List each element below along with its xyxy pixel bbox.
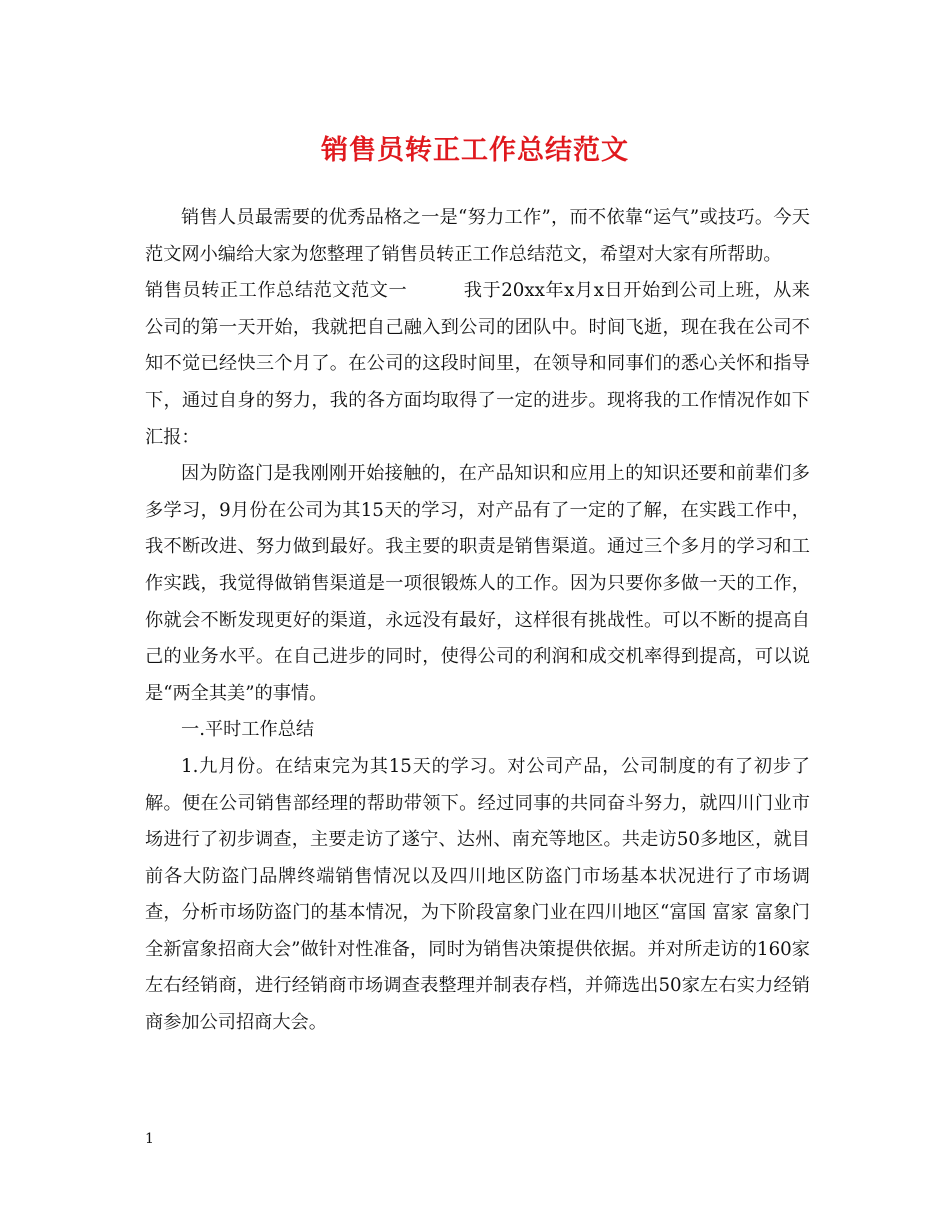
page-number: 1	[145, 1131, 154, 1147]
body-paragraph-1: 因为防盗门是我刚刚开始接触的，在产品知识和应用上的知识还要和前辈们多多学习，9月份在公司为其15天的学习，对产品有了一定的了解，在实践工作中，我不断改进、努力做到最好。我主要的职责是销售渠道。通过三个多月的学习和工作实践，我觉得做销售渠道是一项很锻炼人的工作。因为只要你多做一天的工作，你就会不断发现更好的渠道，永远没有最好，这样很有挑战性。可以不断的提高自己的业务水平。在自己进步的同时，使得公司的利润和成交机率得到提高，可以说是“两全其美”的事情。	[145, 463, 810, 704]
section-paragraph	[145, 273, 810, 456]
body-paragraph-2: 1.九月份。在结束完为其15天的学习。对公司产品，公司制度的有了初步了解。便在公司销售部经理的帮助带领下。经过同事的共同奋斗努力，就四川门业市场进行了初步调查，主要走访了遂宁、达州、南充等地区。共走访50多地区，就目前各大防盗门品牌终端销售情况以及四川地区防盗门市场基本状况进行了市场调查，分析市场防盗门的基本情况，为下阶段富象门业在四川地区“富国 富家 富象门 全新富象招商大会”做针对性准备，同时为销售决策提供依据。并对所走访的160家左右经销商，进行经销商市场调查表整理并制表存档，并筛选出50家左右实力经销商参加公司招商大会。	[145, 755, 810, 1034]
document-title: 销售员转正工作总结范文	[321, 135, 629, 166]
intro-paragraph: 销售人员最需要的优秀品格之一是“努力工作”，而不依靠“运气”或技巧。今天范文网小编给大家为您整理了销售员转正工作总结范文，希望对大家有所帮助。	[145, 207, 810, 265]
section-label: 销售员转正工作总结范文范文一	[145, 280, 408, 302]
section-text: 我于20xx年x月x日开始到公司上班，从来公司的第一天开始，我就把自己融入到公司的团队中。时间飞逝，现在我在公司不知不觉已经快三个月了。在公司的这段时间里，在领导和同事们的悉心关怀和指导下，通过自身的努力，我的各方面均取得了一定的进步。现将我的工作情况作如下汇报：	[145, 280, 810, 448]
document-body	[145, 200, 810, 1042]
section-heading-1: 一.平时工作总结	[181, 719, 315, 741]
